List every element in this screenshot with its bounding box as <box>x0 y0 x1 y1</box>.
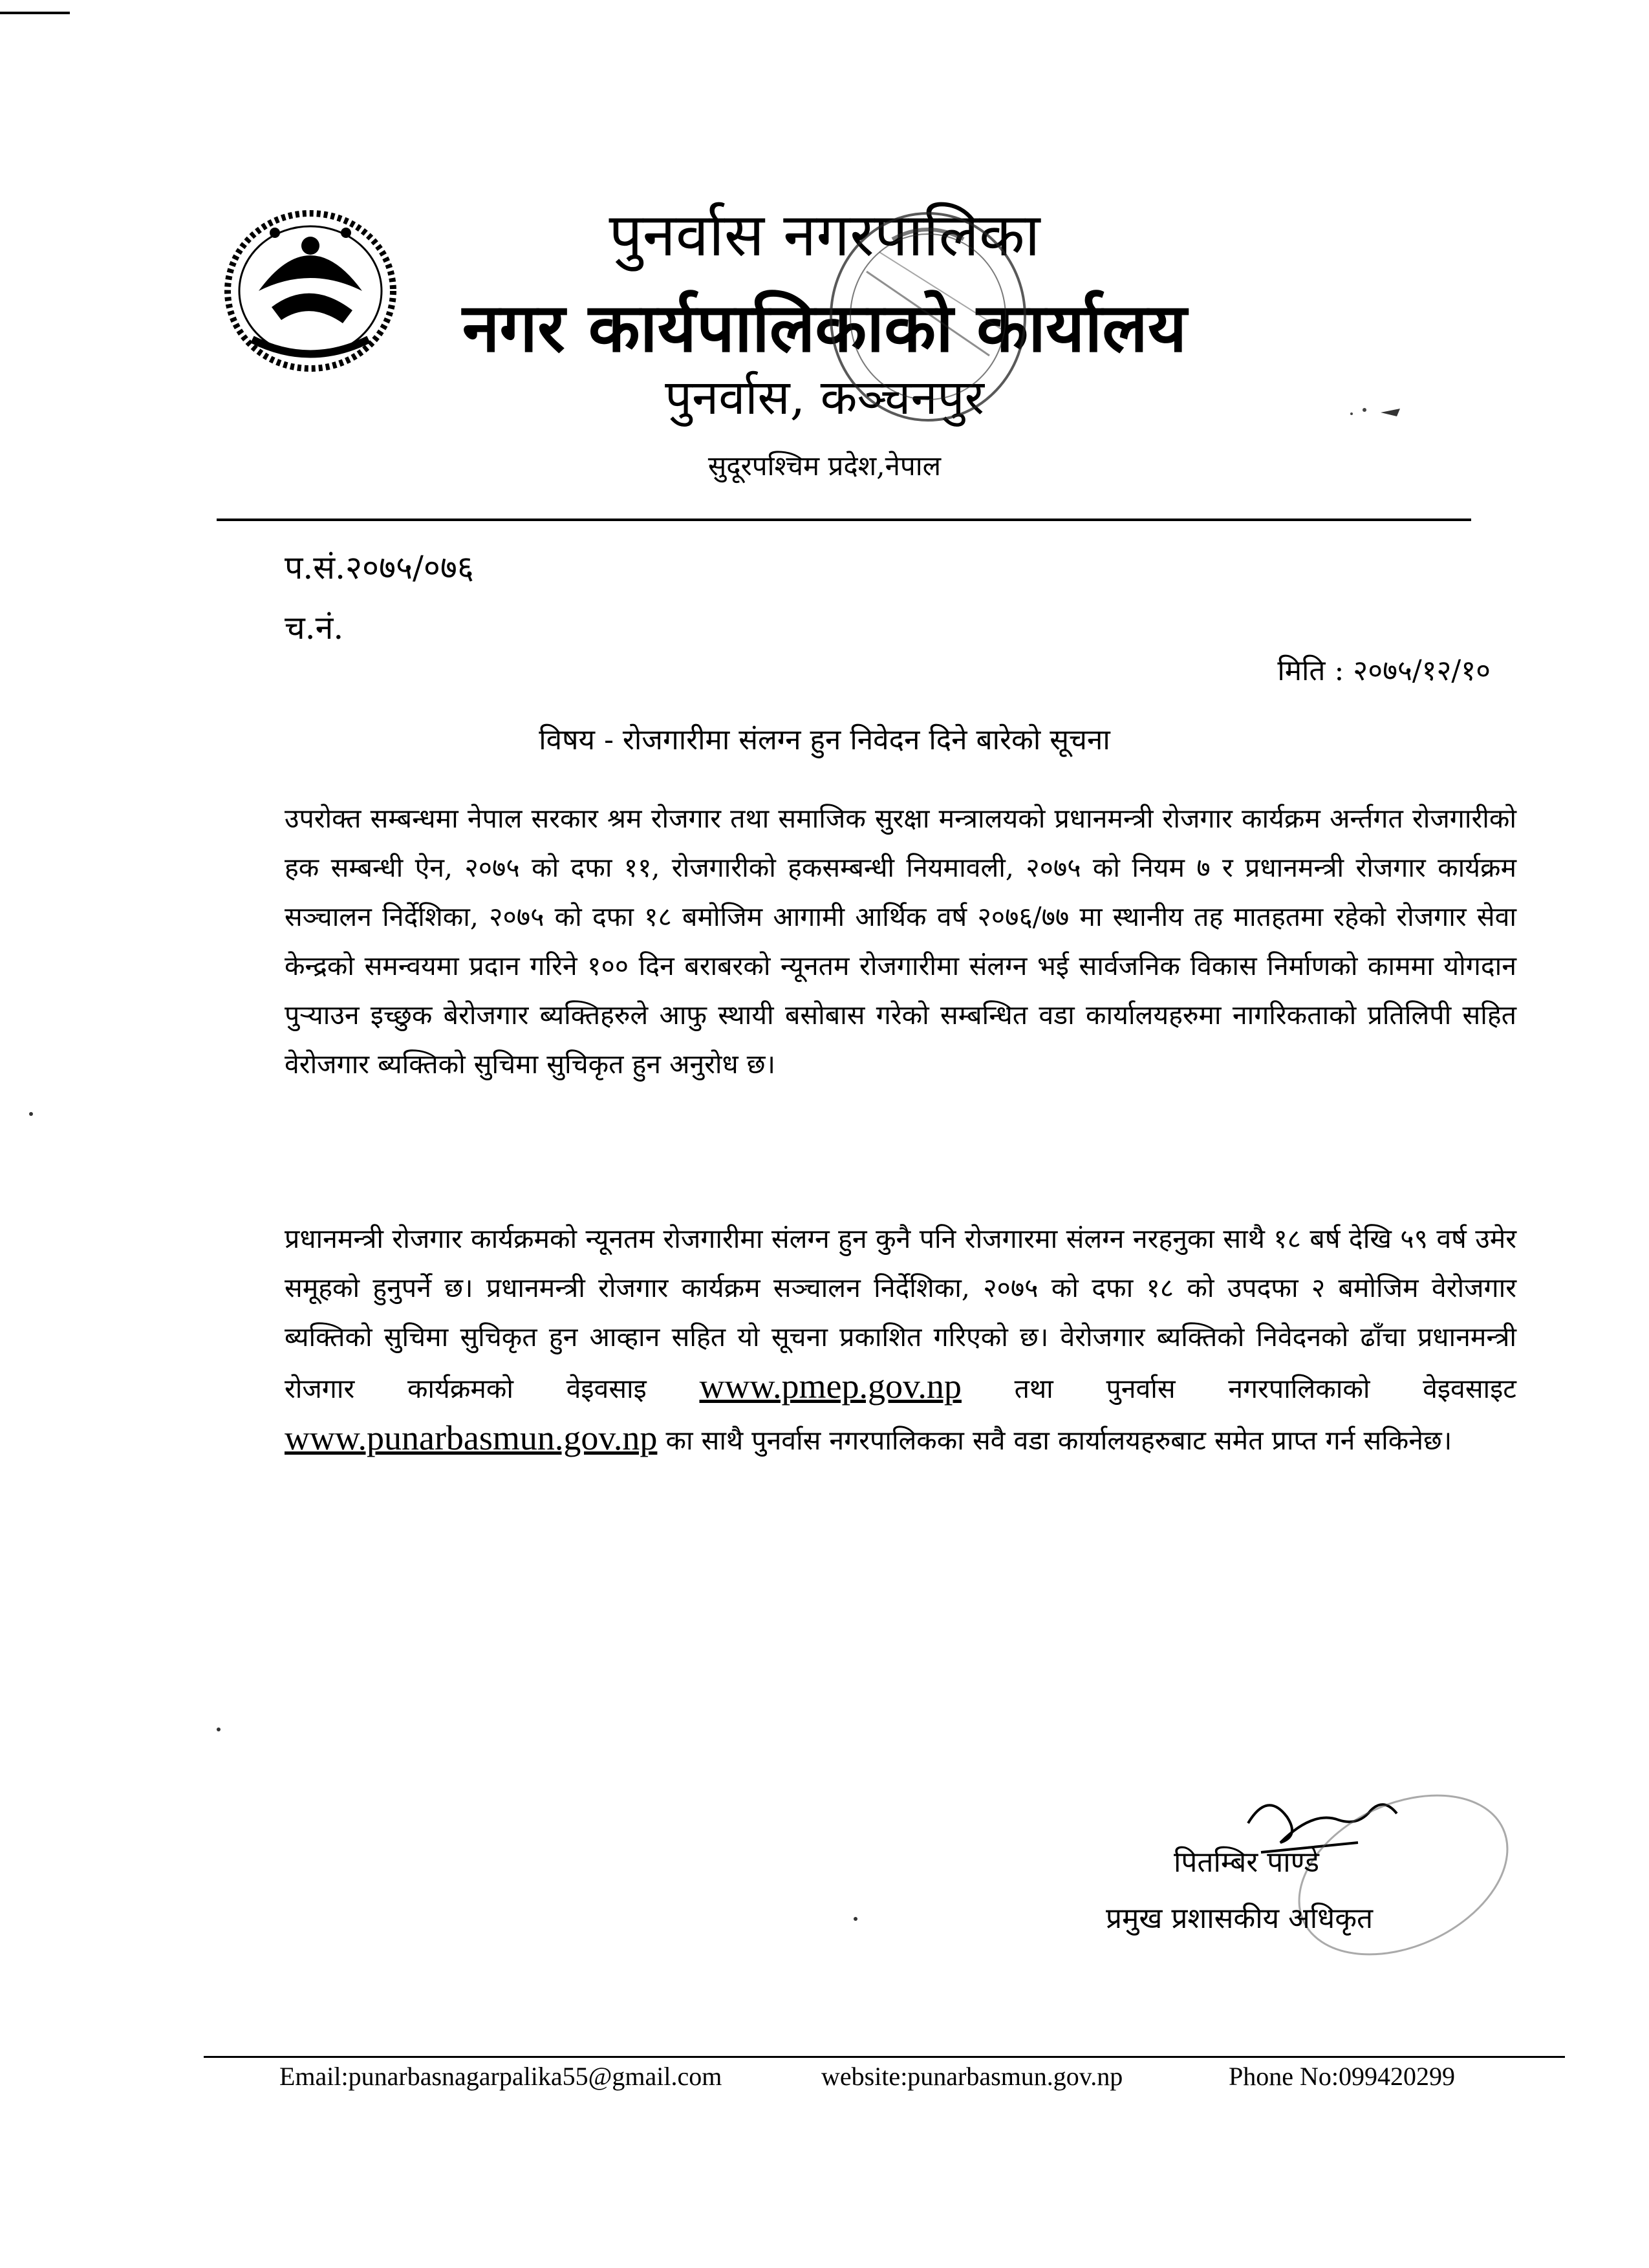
scan-speck <box>1345 401 1410 427</box>
body-paragraph-1: उपरोक्त सम्बन्धमा नेपाल सरकार श्रम रोजगार तथा समाजिक सुरक्षा मन्त्रालयको प्रधानमन्त्री रोजगार कार्यक्रम अर्न्तगत रोजगारीको हक सम्बन्धी ऐन, २०७५ को दफा ११, रोजगारीको हकसम्बन्धी नियमावली, २०७५ को नियम ७ र प्रधानमन्त्री रोजगार कार्यक्रम सञ्चालन निर्देशिका, २०७५ को दफा १८ बमोजिम आगामी आर्थिक वर्ष २०७६/७७ मा स्थानीय तह मातहतमा रहेको रोजगार सेवा केन्द्रको समन्वयमा प्रदान गरिने १०० दिन बराबरको न्यूनतम रोजगारीमा संलग्न भई सार्वजनिक विकास निर्माणको काममा योगदान पुऱ्याउन इच्छुक बेरोजगार ब्यक्तिहरुले आफु स्थायी बसोबास गरेको सम्बन्धित वडा कार्यालयहरुमा नागरिकताको प्रतिलिपी सहित वेरोजगार ब्यक्तिको सुचिमा सुचिकृत हुन अनुरोध छ। <box>285 803 1516 1080</box>
body-paragraph-2 <box>285 1214 1516 1465</box>
signatory-name: पितम्बिर पाण्डे <box>1174 1846 1320 1879</box>
office-seal-stamp-icon <box>795 194 1067 440</box>
office-name-line1: पुनर्वास नगरपालिका <box>609 200 1040 270</box>
scan-speck <box>217 1728 221 1731</box>
signatory-title: प्रमुख प्रशासकीय अधिकृत <box>1106 1902 1374 1935</box>
province-line: सुदूरपश्चिम प्रदेश,नेपाल <box>707 450 942 482</box>
paragraph-2-part-2: तथा पुनर्वास नगरपालिकाको वेइवसाइट <box>1014 1373 1516 1404</box>
office-name-line2: नगर कार्यपालिकाको कार्यालय <box>462 288 1187 367</box>
footer-phone: Phone No:099420299 <box>1229 2062 1455 2091</box>
dispatch-number: च.नं. <box>285 609 344 647</box>
letter-subject: विषय - रोजगारीमा संलग्न हुन निवेदन दिने बारेको सूचना <box>539 723 1110 756</box>
scan-speck <box>29 1112 33 1116</box>
footer-website[interactable]: website:punarbasmun.gov.np <box>821 2062 1123 2091</box>
office-address-line: पुनर्वास, कञ्चनपुर <box>665 370 984 425</box>
scan-corner-mark <box>0 12 70 14</box>
header-divider <box>217 519 1471 521</box>
paragraph-2-part-3: का साथै पुनर्वास नगरपालिकका सवै वडा कार्यालयहरुबाट समेत प्राप्त गर्न सकिनेछ। <box>665 1425 1452 1456</box>
reference-number: प.सं.२०७५/०७६ <box>285 549 474 586</box>
pmep-website-link[interactable]: www.pmep.gov.np <box>699 1367 962 1406</box>
municipality-website-link[interactable]: www.punarbasmun.gov.np <box>285 1418 658 1457</box>
footer-divider <box>204 2056 1565 2058</box>
footer-email[interactable]: Email:punarbasnagarpalika55@gmail.com <box>279 2062 722 2091</box>
scan-speck <box>854 1917 857 1921</box>
letter-date: मिति : २०७५/१२/१० <box>1277 654 1491 687</box>
paragraph-2-part-1: प्रधानमन्त्री रोजगार कार्यक्रमको न्यूनतम रोजगारीमा संलग्न हुन कुनै पनि रोजगारमा संलग्न नरहनुका साथै १८ बर्ष देखि ५९ वर्ष उमेर समूहको हुनुपर्ने छ। प्रधानमन्त्री रोजगार कार्यक्रम सञ्चालन निर्देशिका, २०७५ को दफा १८ को उपदफा २ बमोजिम वेरोजगार ब्यक्तिको सुचिमा सुचिकृत हुन आव्हान सहित यो सूचना प्रकाशित गरिएको छ। वेरोजगार ब्यक्तिको निवेदनको ढाँचा प्रधानमन्त्री रोजगार कार्यक्रमको वेइवसाइ <box>285 1223 1516 1404</box>
